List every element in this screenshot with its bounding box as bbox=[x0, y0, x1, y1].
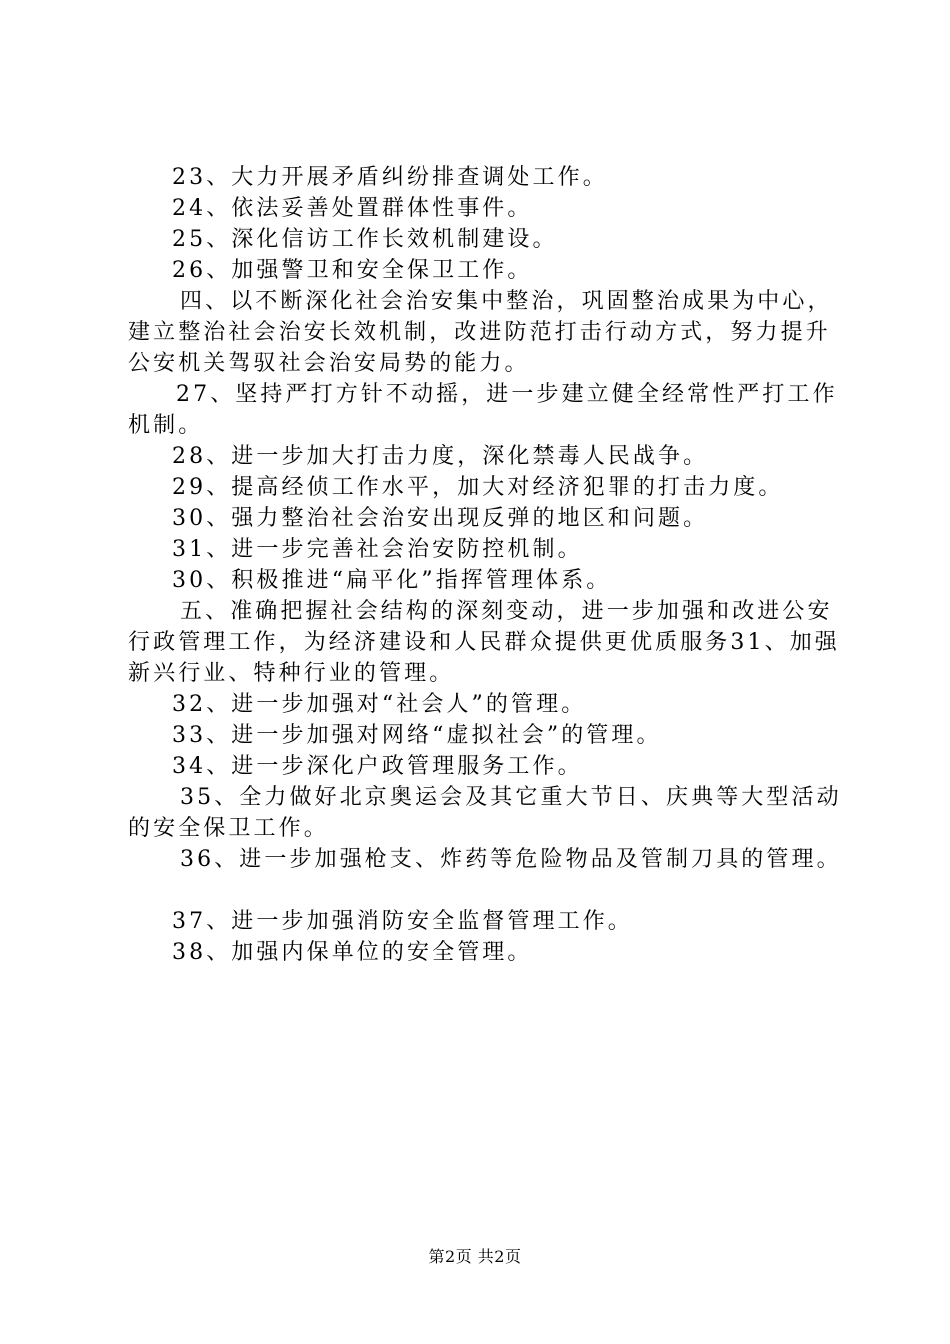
paragraph-item-35: 35、全力做好北京奥运会及其它重大节日、庆典等大型活动的安全保卫工作。 bbox=[128, 785, 842, 841]
paragraph-item-29: 29、提高经侦工作水平，加大对经济犯罪的打击力度。 bbox=[172, 475, 784, 500]
paragraph-item-31: 31、进一步完善社会治安防控机制。 bbox=[172, 537, 583, 562]
paragraph-item-36: 36、进一步加强枪支、炸药等危险物品及管制刀具的管理。 bbox=[180, 847, 842, 872]
paragraph-item-30a: 30、强力整治社会治安出现反弹的地区和问题。 bbox=[172, 506, 709, 531]
paragraph-item-25: 25、深化信访工作长效机制建设。 bbox=[172, 227, 558, 252]
paragraph-item-37: 37、进一步加强消防安全监督管理工作。 bbox=[172, 909, 633, 934]
page-number-footer: 第2页 共2页 bbox=[428, 1247, 522, 1266]
paragraph-item-32: 32、进一步加强对“社会人”的管理。 bbox=[172, 692, 587, 717]
paragraph-item-38: 38、加强内保单位的安全管理。 bbox=[172, 940, 533, 965]
paragraph-item-24: 24、依法妥善处置群体性事件。 bbox=[172, 196, 533, 221]
paragraph-item-34: 34、进一步深化户政管理服务工作。 bbox=[172, 754, 583, 779]
blank-line bbox=[128, 875, 848, 906]
paragraph-item-27: 27、坚持严打方针不动摇，进一步建立健全经常性严打工作机制。 bbox=[128, 382, 838, 438]
paragraph-item-26: 26、加强警卫和安全保卫工作。 bbox=[172, 258, 533, 283]
document-body bbox=[128, 162, 848, 968]
paragraph-item-23: 23、大力开展矛盾纠纷排查调处工作。 bbox=[172, 165, 608, 190]
paragraph-item-28: 28、进一步加大打击力度，深化禁毒人民战争。 bbox=[172, 444, 709, 469]
section-heading-four: 四、以不断深化社会治安集中整治，巩固整治成果为中心，建立整治社会治安长效机制，改进防范打击行动方式，努力提升公安机关驾驭社会治安局势的能力。 bbox=[128, 289, 833, 376]
paragraph-item-30b: 30、积极推进“扁平化”指挥管理体系。 bbox=[172, 568, 612, 593]
paragraph-item-33: 33、进一步加强对网络“虚拟社会”的管理。 bbox=[172, 723, 662, 748]
section-heading-five: 五、准确把握社会结构的深刻变动，进一步加强和改进公安行政管理工作，为经济建设和人民群众提供更优质服务31、加强新兴行业、特种行业的管理。 bbox=[128, 599, 840, 686]
